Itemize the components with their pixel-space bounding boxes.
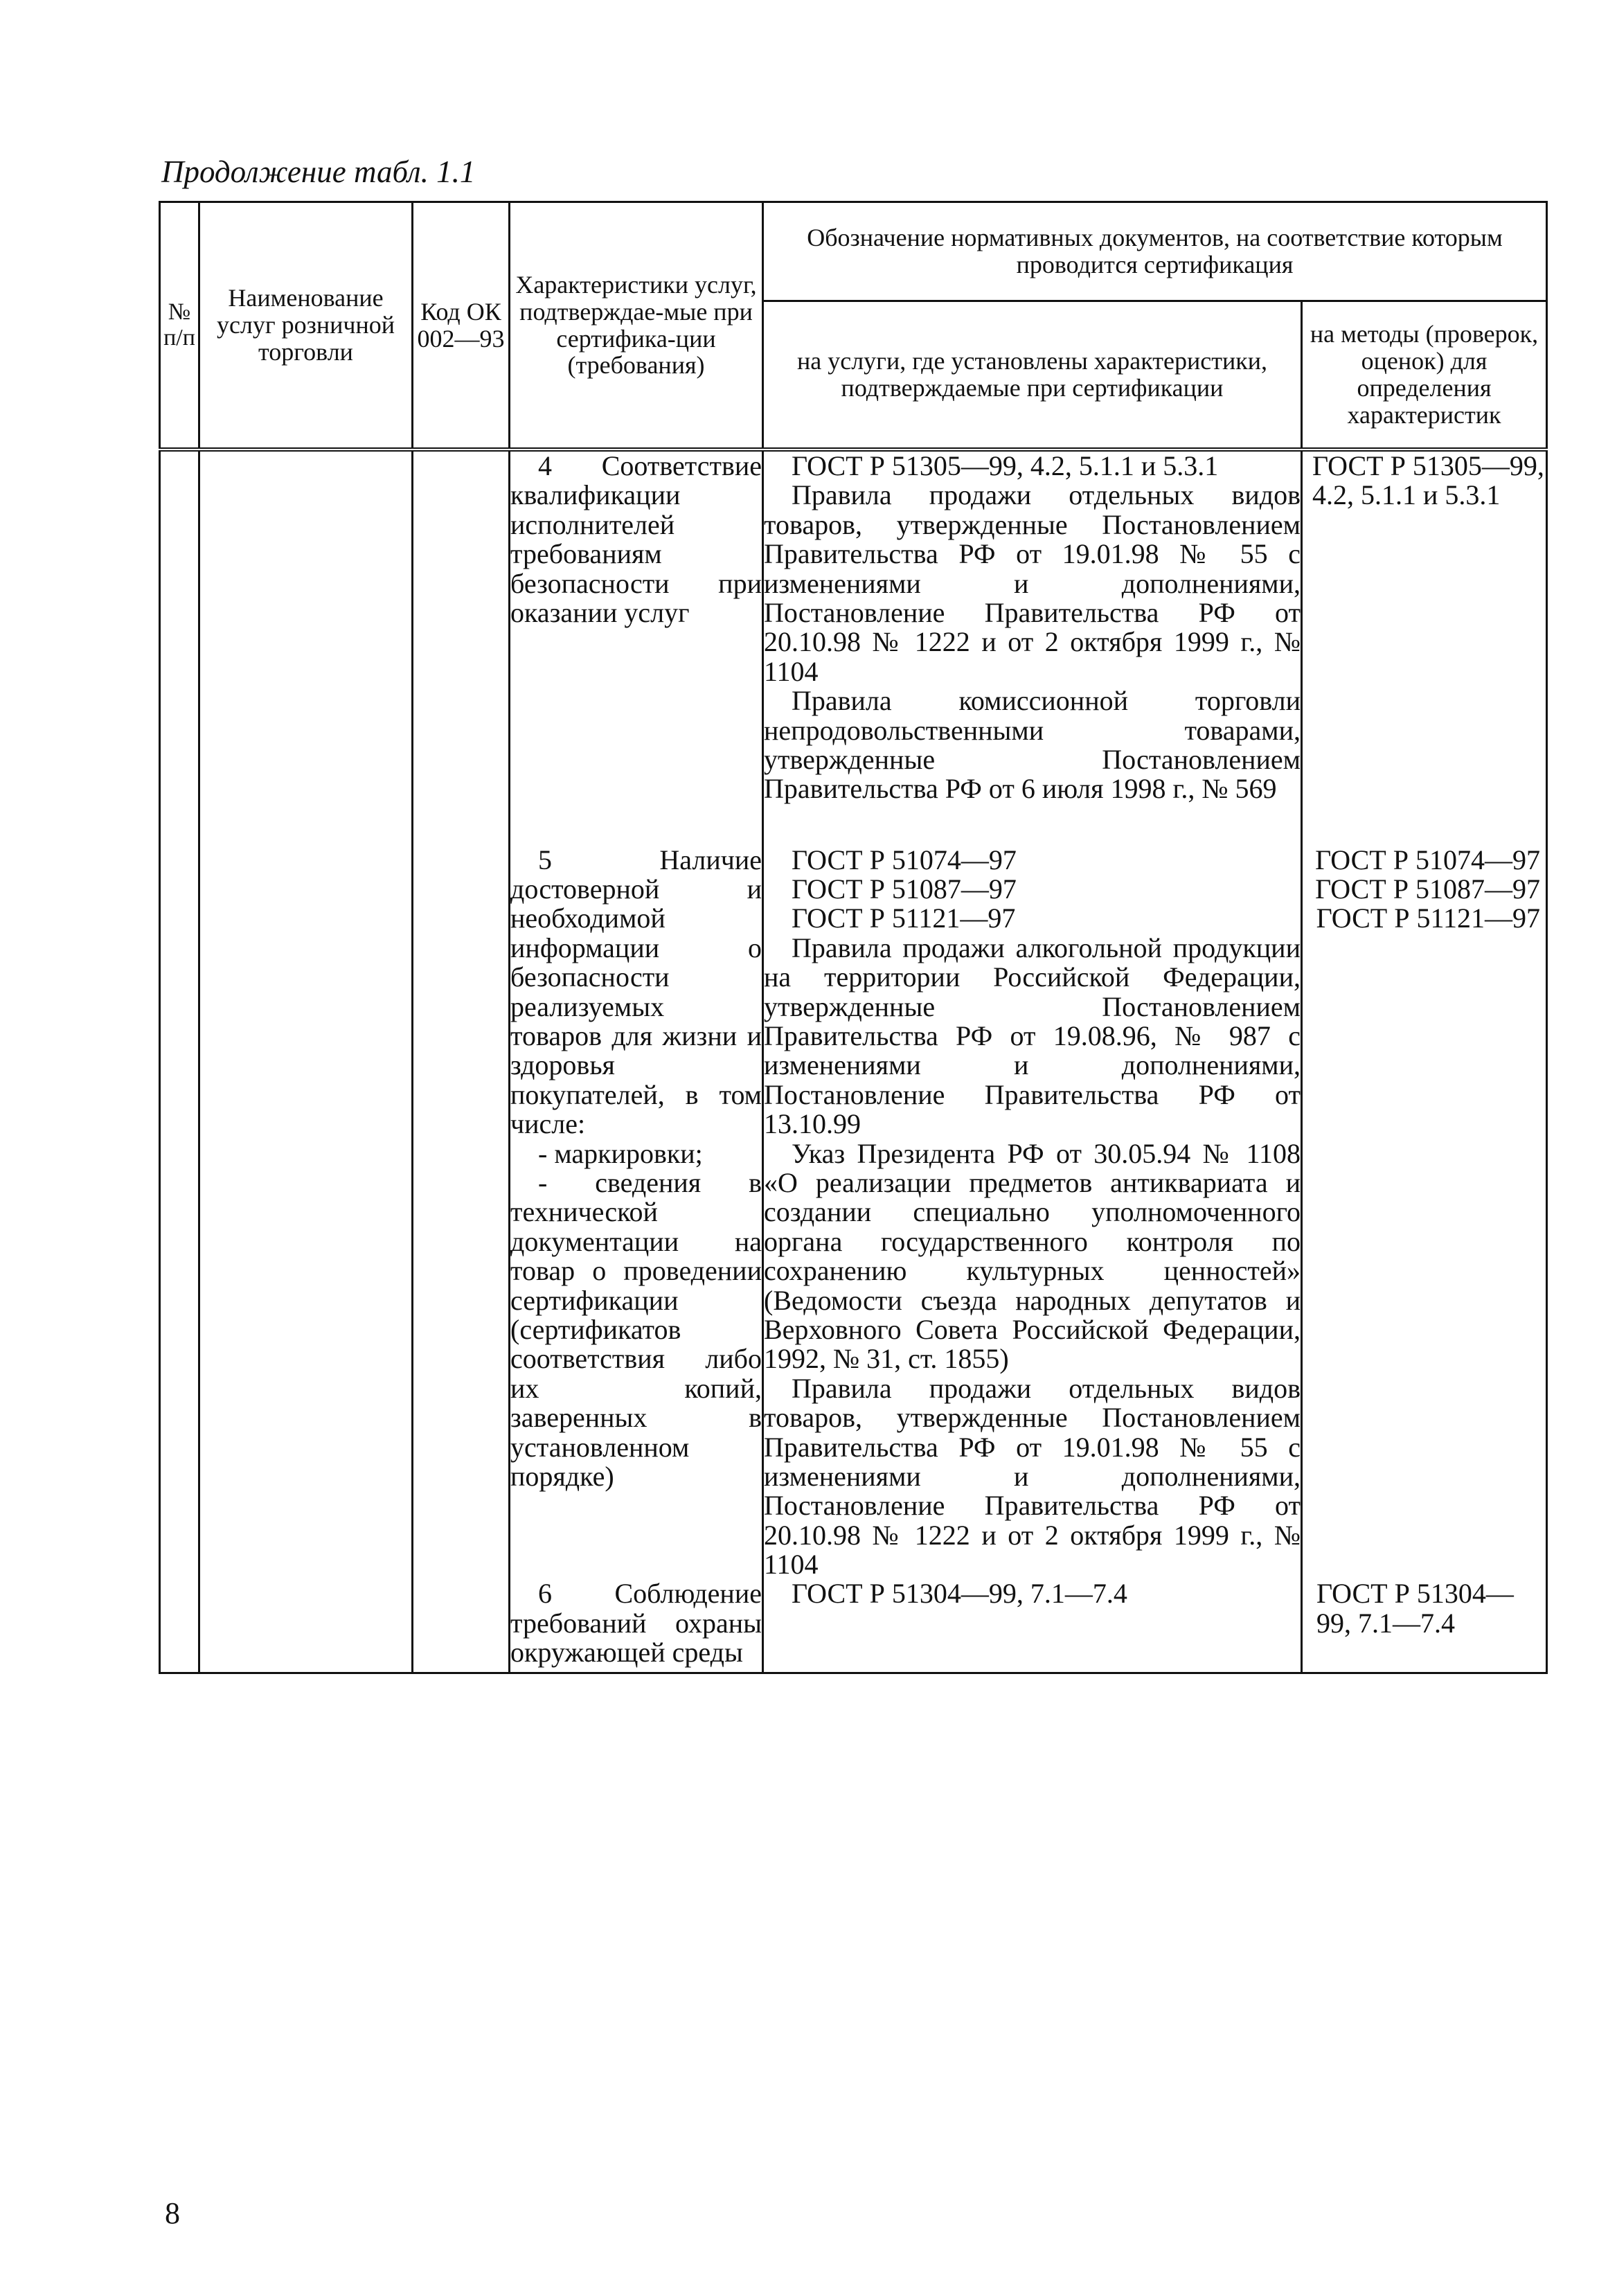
doc-line: Правила комиссионной торговли непродовольственными товарами, утвержденные Постановлением Правительства РФ от 6 июля 1998 г., № 569 (764, 685, 1301, 805)
page-number: 8 (165, 2196, 180, 2230)
method-line: ГОСТ Р 51074—97 (1315, 844, 1540, 875)
doc-line: ГОСТ Р 51074—97 (792, 844, 1017, 875)
cell-methods (1302, 1579, 1547, 1673)
doc-line: ГОСТ Р 51087—97 (792, 873, 1017, 905)
cell-docs (763, 450, 1302, 846)
table-row (160, 450, 1547, 846)
doc-line: ГОСТ Р 51304—99, 7.1—7.4 (792, 1578, 1127, 1610)
cell-code (413, 450, 510, 1673)
cell-methods (1302, 450, 1547, 846)
header-code: Код ОК 002—93 (413, 202, 510, 450)
cell-characteristic (510, 846, 763, 1580)
header-normative-docs: Обозначение нормативных документов, на соответствие которым проводится сертификация (763, 202, 1547, 301)
doc-line: Правила продажи отдельных видов товаров, утвержденные Постановлением Правительства РФ от 19.01.98 № 55 с изменениями и дополнениями, Постановление Правительства РФ от 20.10.98 № 1222 и от 2 октября 1999 г., № 1104 (764, 479, 1301, 687)
characteristic-item: - сведения в технической документации на товар о проведении сертификации (сертификатов соответствия либо их копий, заверенных в установленном порядке) (510, 1166, 762, 1492)
doc-line: Указ Президента РФ от 30.05.94 № 1108 «О реализации предметов антиквариата и создании специально уполномоченного органа государственного контроля по сохранению культурных ценностей» (Ведомости съезда народных депутатов и Верховного Совета Российской Федерации, 1992, № 31, ст. 1855) (764, 1137, 1301, 1375)
doc-line: ГОСТ Р 51305—99, 4.2, 5.1.1 и 5.3.1 (792, 450, 1219, 481)
header-characteristics: Характеристики услуг, подтверждае-мые при сертифика-ции (требования) (510, 202, 763, 450)
cell-service-name (199, 450, 413, 1673)
characteristic-text: 6 Соблюдение требований охраны окружающей среды (510, 1578, 762, 1668)
cell-characteristic (510, 450, 763, 846)
header-no: № п/п (160, 202, 199, 450)
method-line: ГОСТ Р 51087—97 (1315, 873, 1540, 905)
characteristic-text: 4 Соответствие квалификации исполнителей требованиям безопасности при оказании услуг (510, 450, 762, 628)
cell-methods (1302, 846, 1547, 1580)
table-caption: Продолжение табл. 1.1 (161, 154, 476, 189)
cell-docs (763, 846, 1302, 1580)
method-line: ГОСТ Р 51305—99, 4.2, 5.1.1 и 5.3.1 (1312, 450, 1544, 511)
header-docs-methods: на методы (проверок, оценок) для определения характеристик (1302, 301, 1547, 450)
header-service-name: Наименование услуг розничной торговли (199, 202, 413, 450)
certification-table (159, 201, 1548, 1674)
doc-line: Правила продажи алкогольной продукции на территории Российской Федерации, утвержденные Постановлением Правительства РФ от 19.08.96, № 987 с изменениями и дополнениями, Постановление Правительства РФ от 13.10.99 (764, 932, 1301, 1140)
characteristic-text: 5 Наличие достоверной и необходимой информации о безопасности реализуемых товаров для жизни и здоровья покупателей, в том числе: (510, 844, 762, 1140)
doc-line: ГОСТ Р 51121—97 (792, 902, 1016, 934)
cell-no (160, 450, 199, 1673)
header-row (160, 202, 1547, 301)
cell-characteristic (510, 1579, 763, 1673)
header-docs-services: на услуги, где установлены характеристики, подтверждаемые при сертификации (763, 301, 1302, 450)
method-line: ГОСТ Р 51304—99, 7.1—7.4 (1316, 1578, 1514, 1639)
characteristic-item: - маркировки; (538, 1137, 703, 1169)
doc-line: Правила продажи отдельных видов товаров, утвержденные Постановлением Правительства РФ от 19.01.98 № 55 с изменениями и дополнениями, Постановление Правительства РФ от 20.10.98 № 1222 и от 2 октября 1999 г., № 1104 (764, 1372, 1301, 1581)
method-line: ГОСТ Р 51121—97 (1316, 902, 1540, 934)
cell-docs (763, 1579, 1302, 1673)
